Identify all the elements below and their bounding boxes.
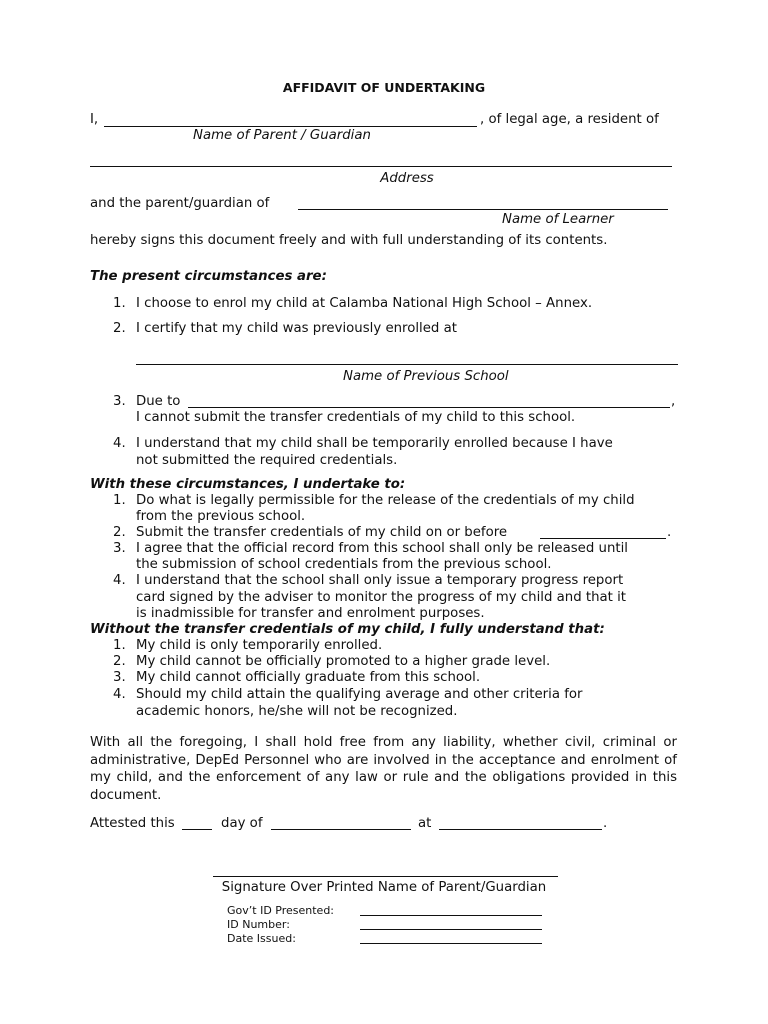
attest-place-line[interactable] bbox=[439, 829, 602, 830]
id-number-line[interactable] bbox=[360, 929, 542, 930]
name-parent-caption: Name of Parent / Guardian bbox=[193, 128, 371, 143]
circ-item-2: I certify that my child was previously enrolled at bbox=[136, 321, 457, 336]
und-item-4-line-2: card signed by the adviser to monitor the progress of my child and that it bbox=[136, 590, 627, 605]
circumstances-heading: The present circumstances are: bbox=[90, 269, 327, 284]
attest-period: . bbox=[603, 816, 608, 831]
signature-caption: Signature Over Printed Name of Parent/Guardian bbox=[221, 880, 547, 895]
wo-item-1: My child is only temporarily enrolled. bbox=[136, 638, 383, 653]
on-or-before-line[interactable] bbox=[540, 538, 666, 539]
circ-item-3-cont: I cannot submit the transfer credentials of my child to this school. bbox=[136, 410, 576, 425]
circ-item-1: I choose to enrol my child at Calamba National High School – Annex. bbox=[136, 296, 593, 311]
previous-school-line[interactable] bbox=[136, 364, 678, 365]
parent-name-line[interactable] bbox=[104, 126, 477, 127]
due-to-comma: , bbox=[671, 394, 676, 409]
wo-item-4-line-2: academic honors, he/she will not be recognized. bbox=[136, 704, 458, 719]
circ-num-4: 4. bbox=[113, 436, 126, 451]
wo-item-4-line-1: Should my child attain the qualifying average and other criteria for bbox=[136, 687, 583, 702]
wo-num-4: 4. bbox=[113, 687, 126, 702]
und-item-1-line-2: from the previous school. bbox=[136, 509, 306, 524]
wo-num-3: 3. bbox=[113, 670, 126, 685]
learner-name-line[interactable] bbox=[298, 209, 668, 210]
attest-month-line[interactable] bbox=[271, 829, 411, 830]
und-item-4-line-1: I understand that the school shall only issue a temporary progress report bbox=[136, 573, 624, 588]
previous-school-caption: Name of Previous School bbox=[343, 369, 509, 384]
circ-num-3: 3. bbox=[113, 394, 126, 409]
on-or-before-period: . bbox=[667, 525, 672, 540]
circ-num-1: 1. bbox=[113, 296, 126, 311]
signature-line[interactable] bbox=[213, 876, 558, 877]
legal-age-text: , of legal age, a resident of bbox=[480, 112, 659, 127]
at-text: at bbox=[418, 816, 432, 831]
circ-item-4: I understand that my child shall be temporarily enrolled because I have bbox=[136, 436, 613, 451]
wo-item-2: My child cannot be officially promoted to a higher grade level. bbox=[136, 654, 551, 669]
address-caption: Address bbox=[380, 171, 434, 186]
circ-num-2: 2. bbox=[113, 321, 126, 336]
wo-item-3: My child cannot officially graduate from this school. bbox=[136, 670, 481, 685]
govt-id-label: Gov’t ID Presented: bbox=[227, 904, 335, 917]
document-title: AFFIDAVIT OF UNDERTAKING bbox=[282, 80, 486, 95]
circ-item-3: Due to bbox=[136, 394, 181, 409]
und-num-3: 3. bbox=[113, 541, 126, 556]
und-item-1-line-1: Do what is legally permissible for the release of the credentials of my child bbox=[136, 493, 635, 508]
circ-item-4-cont: not submitted the required credentials. bbox=[136, 453, 398, 468]
day-of-text: day of bbox=[221, 816, 263, 831]
parent-of-text: and the parent/guardian of bbox=[90, 196, 270, 211]
date-issued-label: Date Issued: bbox=[227, 932, 296, 945]
i-prefix: I, bbox=[90, 112, 99, 127]
und-item-2-line-1: Submit the transfer credentials of my child on or before bbox=[136, 525, 508, 540]
address-line[interactable] bbox=[90, 166, 672, 167]
foregoing-paragraph: With all the foregoing, I shall hold free from any liability, whether civil, criminal or administrative, DepEd Personnel who are involved in the acceptance and enrolment of my child, and the enforcement of any law or rule and the obligations provided in this document. bbox=[90, 735, 677, 803]
govt-id-line[interactable] bbox=[360, 915, 542, 916]
attested-this-text: Attested this bbox=[90, 816, 175, 831]
id-number-label: ID Number: bbox=[227, 918, 290, 931]
undertake-heading: With these circumstances, I undertake to: bbox=[90, 477, 406, 492]
due-to-line[interactable] bbox=[188, 407, 670, 408]
und-num-2: 2. bbox=[113, 525, 126, 540]
wo-num-1: 1. bbox=[113, 638, 126, 653]
und-item-4-line-3: is inadmissible for transfer and enrolment purposes. bbox=[136, 606, 485, 621]
date-issued-line[interactable] bbox=[360, 943, 542, 944]
und-item-3-line-1: I agree that the official record from this school shall only be released until bbox=[136, 541, 628, 556]
attest-day-line[interactable] bbox=[182, 829, 212, 830]
hereby-text: hereby signs this document freely and with full understanding of its contents. bbox=[90, 233, 608, 248]
und-item-3-line-2: the submission of school credentials from the previous school. bbox=[136, 557, 552, 572]
und-num-4: 4. bbox=[113, 573, 126, 588]
without-heading: Without the transfer credentials of my child, I fully understand that: bbox=[90, 622, 605, 637]
wo-num-2: 2. bbox=[113, 654, 126, 669]
und-num-1: 1. bbox=[113, 493, 126, 508]
name-learner-caption: Name of Learner bbox=[502, 212, 614, 227]
